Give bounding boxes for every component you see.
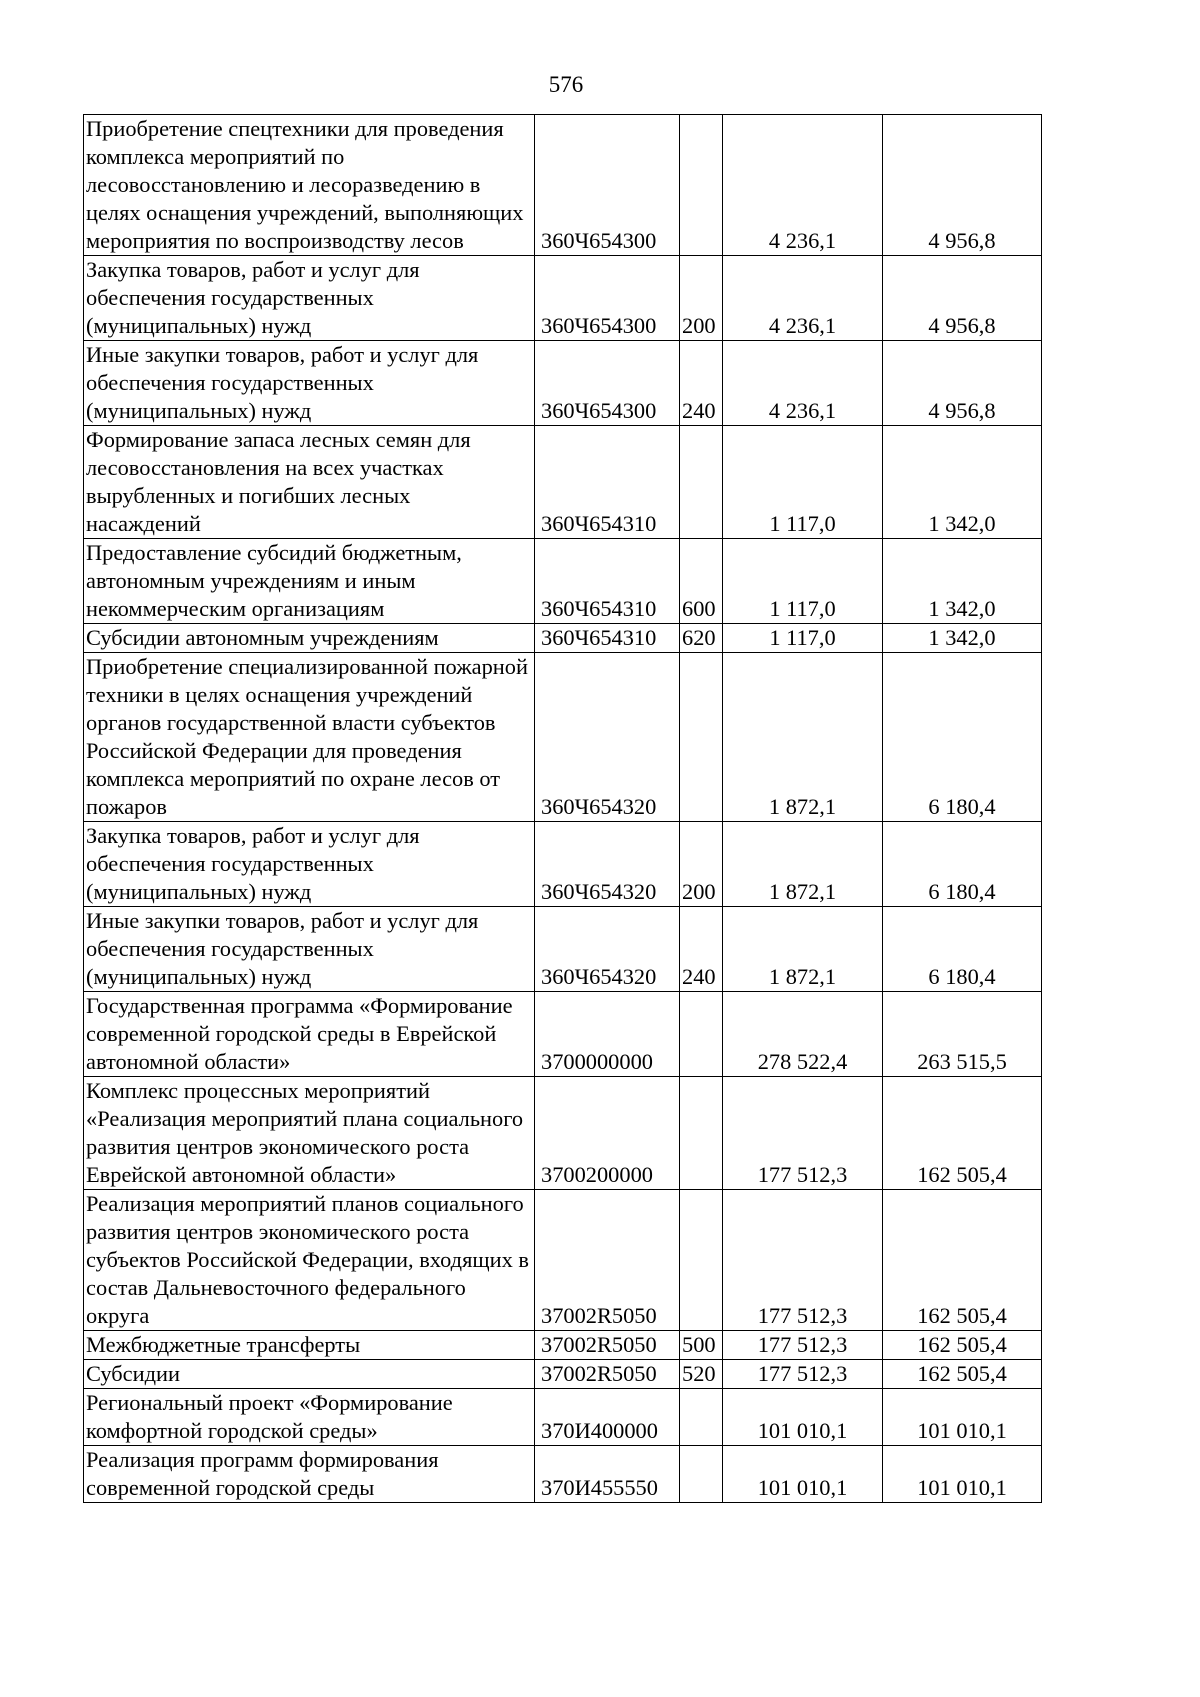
row-code-cell: 37002R5050 — [535, 1331, 680, 1360]
row-amount-1-cell: 101 010,1 — [723, 1389, 883, 1446]
row-amount-2-cell: 1 342,0 — [883, 624, 1042, 653]
table-row — [84, 341, 1042, 426]
row-expense-type-cell — [680, 426, 723, 539]
row-code-cell: 360Ч654300 — [535, 115, 680, 256]
row-amount-1-cell: 1 872,1 — [723, 822, 883, 907]
row-amount-1-cell: 177 512,3 — [723, 1077, 883, 1190]
table-row — [84, 1077, 1042, 1190]
row-expense-type-cell: 200 — [680, 822, 723, 907]
table-row — [84, 1190, 1042, 1331]
row-expense-type-cell — [680, 653, 723, 822]
row-name-cell: Закупка товаров, работ и услуг для обеспечения государственных (муниципальных) нужд — [84, 256, 535, 341]
row-expense-type-cell — [680, 1190, 723, 1331]
row-name-cell: Приобретение спецтехники для проведения комплекса мероприятий по лесовосстановлению и лесоразведению в целях оснащения учреждений, выполняющих мероприятия по воспроизводству лесов — [84, 115, 535, 256]
row-amount-1-cell: 1 872,1 — [723, 907, 883, 992]
table-row — [84, 1360, 1042, 1389]
row-amount-2-cell: 162 505,4 — [883, 1360, 1042, 1389]
row-amount-1-cell: 4 236,1 — [723, 115, 883, 256]
row-code-cell: 360Ч654320 — [535, 907, 680, 992]
table-row — [84, 624, 1042, 653]
table-row — [84, 1446, 1042, 1503]
row-amount-1-cell: 1 117,0 — [723, 426, 883, 539]
row-amount-2-cell: 101 010,1 — [883, 1446, 1042, 1503]
row-amount-2-cell: 1 342,0 — [883, 426, 1042, 539]
row-code-cell: 360Ч654320 — [535, 653, 680, 822]
row-code-cell: 3700200000 — [535, 1077, 680, 1190]
row-amount-2-cell: 6 180,4 — [883, 653, 1042, 822]
table-row — [84, 426, 1042, 539]
row-expense-type-cell — [680, 1446, 723, 1503]
row-name-cell: Субсидии автономным учреждениям — [84, 624, 535, 653]
row-amount-2-cell: 101 010,1 — [883, 1389, 1042, 1446]
row-code-cell: 37002R5050 — [535, 1190, 680, 1331]
row-amount-2-cell: 6 180,4 — [883, 822, 1042, 907]
row-name-cell: Иные закупки товаров, работ и услуг для обеспечения государственных (муниципальных) нужд — [84, 907, 535, 992]
page-number: 576 — [548, 72, 584, 97]
table-row — [84, 1331, 1042, 1360]
budget-table-body — [84, 115, 1042, 1503]
row-amount-1-cell: 4 236,1 — [723, 341, 883, 426]
row-expense-type-cell: 500 — [680, 1331, 723, 1360]
row-expense-type-cell: 240 — [680, 907, 723, 992]
row-amount-2-cell: 162 505,4 — [883, 1331, 1042, 1360]
row-amount-2-cell: 1 342,0 — [883, 539, 1042, 624]
row-amount-1-cell: 4 236,1 — [723, 256, 883, 341]
row-amount-1-cell: 177 512,3 — [723, 1360, 883, 1389]
row-amount-1-cell: 101 010,1 — [723, 1446, 883, 1503]
row-amount-2-cell: 4 956,8 — [883, 341, 1042, 426]
table-row — [84, 256, 1042, 341]
table-row — [84, 992, 1042, 1077]
row-amount-1-cell: 1 117,0 — [723, 624, 883, 653]
table-row — [84, 115, 1042, 256]
row-name-cell: Межбюджетные трансферты — [84, 1331, 535, 1360]
row-expense-type-cell: 520 — [680, 1360, 723, 1389]
row-amount-1-cell: 278 522,4 — [723, 992, 883, 1077]
row-code-cell: 370И400000 — [535, 1389, 680, 1446]
row-code-cell: 360Ч654300 — [535, 256, 680, 341]
row-amount-2-cell: 162 505,4 — [883, 1190, 1042, 1331]
row-code-cell: 3700000000 — [535, 992, 680, 1077]
table-row — [84, 907, 1042, 992]
row-expense-type-cell — [680, 1389, 723, 1446]
row-expense-type-cell — [680, 1077, 723, 1190]
row-name-cell: Государственная программа «Формирование современной городской среды в Еврейской автономной области» — [84, 992, 535, 1077]
row-code-cell: 360Ч654310 — [535, 426, 680, 539]
row-code-cell: 360Ч654310 — [535, 624, 680, 653]
row-expense-type-cell — [680, 992, 723, 1077]
row-name-cell: Закупка товаров, работ и услуг для обеспечения государственных (муниципальных) нужд — [84, 822, 535, 907]
table-row — [84, 539, 1042, 624]
row-expense-type-cell — [680, 115, 723, 256]
row-code-cell: 360Ч654320 — [535, 822, 680, 907]
table-row — [84, 653, 1042, 822]
row-name-cell: Реализация мероприятий планов социального развития центров экономического роста субъектов Российской Федерации, входящих в состав Дальневосточного федерального округа — [84, 1190, 535, 1331]
row-amount-1-cell: 177 512,3 — [723, 1331, 883, 1360]
row-name-cell: Субсидии — [84, 1360, 535, 1389]
row-name-cell: Комплекс процессных мероприятий «Реализация мероприятий плана социального развития центров экономического роста Еврейской автономной области» — [84, 1077, 535, 1190]
budget-table — [83, 114, 1042, 1503]
table-row — [84, 822, 1042, 907]
row-amount-1-cell: 1 872,1 — [723, 653, 883, 822]
row-name-cell: Приобретение специализированной пожарной техники в целях оснащения учреждений органов государственной власти субъектов Российской Федерации для проведения комплекса мероприятий по охране лесов от пожаров — [84, 653, 535, 822]
row-expense-type-cell: 600 — [680, 539, 723, 624]
row-code-cell: 370И455550 — [535, 1446, 680, 1503]
row-amount-2-cell: 4 956,8 — [883, 256, 1042, 341]
row-name-cell: Предоставление субсидий бюджетным, автономным учреждениям и иным некоммерческим организациям — [84, 539, 535, 624]
row-code-cell: 37002R5050 — [535, 1360, 680, 1389]
row-amount-2-cell: 162 505,4 — [883, 1077, 1042, 1190]
row-name-cell: Региональный проект «Формирование комфортной городской среды» — [84, 1389, 535, 1446]
row-name-cell: Формирование запаса лесных семян для лесовосстановления на всех участках вырубленных и погибших лесных насаждений — [84, 426, 535, 539]
row-amount-1-cell: 1 117,0 — [723, 539, 883, 624]
row-amount-2-cell: 4 956,8 — [883, 115, 1042, 256]
row-code-cell: 360Ч654300 — [535, 341, 680, 426]
row-name-cell: Иные закупки товаров, работ и услуг для обеспечения государственных (муниципальных) нужд — [84, 341, 535, 426]
row-amount-2-cell: 6 180,4 — [883, 907, 1042, 992]
table-row — [84, 1389, 1042, 1446]
row-expense-type-cell: 240 — [680, 341, 723, 426]
row-amount-2-cell: 263 515,5 — [883, 992, 1042, 1077]
row-expense-type-cell: 200 — [680, 256, 723, 341]
row-code-cell: 360Ч654310 — [535, 539, 680, 624]
row-name-cell: Реализация программ формирования современной городской среды — [84, 1446, 535, 1503]
row-expense-type-cell: 620 — [680, 624, 723, 653]
row-amount-1-cell: 177 512,3 — [723, 1190, 883, 1331]
